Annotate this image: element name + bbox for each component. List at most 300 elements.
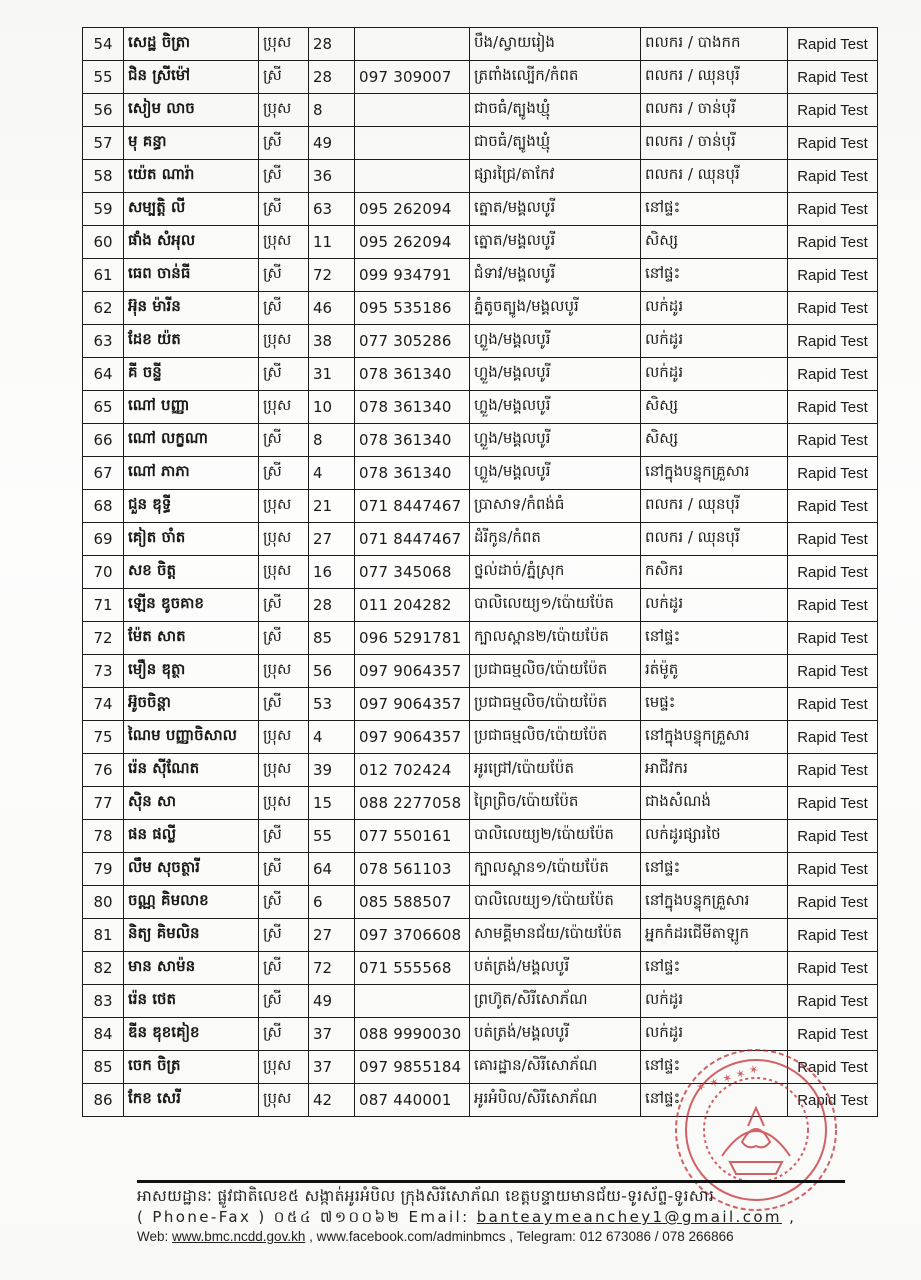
address-cell: ប្រជាធម្មលិច/ប៉ោយប៉ែត (470, 688, 641, 721)
address-cell: ថ្នល់ដាច់/ភ្នំស្រុក (470, 556, 641, 589)
row-number-cell: 64 (83, 358, 124, 391)
sex-cell: ស្រី (259, 589, 309, 622)
row-number-cell: 55 (83, 61, 124, 94)
table-row (83, 523, 878, 556)
test-type-cell: Rapid Test (788, 1018, 878, 1051)
occupation-cell: ពលករ / បាងកក (641, 28, 788, 61)
test-type-cell: Rapid Test (788, 160, 878, 193)
age-cell: 4 (309, 721, 355, 754)
age-cell: 10 (309, 391, 355, 424)
phone-number-cell: 095 262094 (355, 193, 470, 226)
table-row (83, 886, 878, 919)
phone-number-cell: 099 934791 (355, 259, 470, 292)
table-row (83, 655, 878, 688)
age-cell: 49 (309, 127, 355, 160)
phone-number-cell: 077 345068 (355, 556, 470, 589)
test-type-cell: Rapid Test (788, 391, 878, 424)
address-cell: បាលិលេយ្យ១/ប៉ោយប៉ែត (470, 886, 641, 919)
phone-number-cell: 078 361340 (355, 358, 470, 391)
phone-number-cell (355, 28, 470, 61)
age-cell: 53 (309, 688, 355, 721)
test-type-cell: Rapid Test (788, 292, 878, 325)
row-number-cell: 61 (83, 259, 124, 292)
address-cell: អូរជ្រៅ/ប៉ោយប៉ែត (470, 754, 641, 787)
test-type-cell: Rapid Test (788, 259, 878, 292)
age-cell: 27 (309, 523, 355, 556)
age-cell: 28 (309, 589, 355, 622)
address-cell: បឹង/ស្វាយរៀង (470, 28, 641, 61)
sex-cell: ស្រី (259, 952, 309, 985)
table-row (83, 622, 878, 655)
sex-cell: ប្រុស (259, 490, 309, 523)
person-name-cell: ផន ផល្លី (124, 820, 259, 853)
test-type-cell: Rapid Test (788, 589, 878, 622)
footer-phone-fax: ( Phone-Fax ) ០៥៤ ៧១០០៦២ Email: (137, 1208, 477, 1226)
address-cell: ត្នោត/មង្គលបូរី (470, 226, 641, 259)
footer-facebook[interactable]: , www.facebook.com/adminbmcs (305, 1229, 506, 1244)
phone-number-cell: 095 535186 (355, 292, 470, 325)
sex-cell: ស្រី (259, 127, 309, 160)
occupation-cell: នៅផ្ទះ (641, 1051, 788, 1084)
sex-cell: ប្រុស (259, 28, 309, 61)
row-number-cell: 83 (83, 985, 124, 1018)
address-cell: ជំទាវ/មង្គលបូរី (470, 259, 641, 292)
phone-number-cell: 012 702424 (355, 754, 470, 787)
person-name-cell: អ៊ូចចិន្តា (124, 688, 259, 721)
sex-cell: ស្រី (259, 853, 309, 886)
person-name-cell: ចណ្ណ គិមលាខ (124, 886, 259, 919)
person-name-cell: មុ គន្ធា (124, 127, 259, 160)
age-cell: 72 (309, 259, 355, 292)
person-name-cell: សេដ្ឋ ចិត្រា (124, 28, 259, 61)
person-name-cell: មឿន ឌុត្ថា (124, 655, 259, 688)
sex-cell: ប្រុស (259, 391, 309, 424)
table-row (83, 490, 878, 523)
person-name-cell: សម្បត្តិ លី (124, 193, 259, 226)
age-cell: 46 (309, 292, 355, 325)
test-type-cell: Rapid Test (788, 754, 878, 787)
footer-web-label: Web: (137, 1229, 173, 1244)
row-number-cell: 60 (83, 226, 124, 259)
phone-number-cell: 097 309007 (355, 61, 470, 94)
age-cell: 49 (309, 985, 355, 1018)
occupation-cell: នៅផ្ទះ (641, 193, 788, 226)
address-cell: ក្បាលស្ពាន២/ប៉ោយប៉ែត (470, 622, 641, 655)
test-type-cell: Rapid Test (788, 127, 878, 160)
footer-email-link[interactable]: banteaymeanchey1@gmail.com (476, 1208, 782, 1226)
table-row (83, 28, 878, 61)
table-row (83, 226, 878, 259)
footer-web-link[interactable]: www.bmc.ncdd.gov.kh (172, 1229, 306, 1244)
row-number-cell: 77 (83, 787, 124, 820)
table-row (83, 754, 878, 787)
occupation-cell: សិស្ស (641, 424, 788, 457)
address-cell: ហ្លួង/មង្គលបូរី (470, 424, 641, 457)
row-number-cell: 82 (83, 952, 124, 985)
patient-list-table (82, 27, 878, 1117)
footer-address: អាសយដ្ឋានៈ ផ្លូវជាតិលេខ៥ សង្កាត់អូរអំបិល ក្រុងសិរីសោភ័ណ ខេត្តបន្ទាយមានជ័យ-ទូរស័ព្ទ-ទូរសារ (137, 1187, 715, 1205)
occupation-cell: នៅផ្ទះ (641, 1084, 788, 1117)
address-cell: ប្រជាធម្មលិច/ប៉ោយប៉ែត (470, 721, 641, 754)
row-number-cell: 67 (83, 457, 124, 490)
sex-cell: ស្រី (259, 259, 309, 292)
test-type-cell: Rapid Test (788, 556, 878, 589)
test-type-cell: Rapid Test (788, 28, 878, 61)
address-cell: ហ្លួង/មង្គលបូរី (470, 325, 641, 358)
sex-cell: ស្រី (259, 820, 309, 853)
occupation-cell: លក់ដូរ (641, 358, 788, 391)
occupation-cell: មេផ្ទះ (641, 688, 788, 721)
occupation-cell: អាជីវករ (641, 754, 788, 787)
table-row (83, 94, 878, 127)
age-cell: 36 (309, 160, 355, 193)
age-cell: 21 (309, 490, 355, 523)
table-row (83, 985, 878, 1018)
table-row (83, 160, 878, 193)
phone-number-cell: 078 361340 (355, 457, 470, 490)
address-cell: ប្រជាធម្មលិច/ប៉ោយប៉ែត (470, 655, 641, 688)
table-row (83, 424, 878, 457)
person-name-cell: លឹម សុចត្ថារី (124, 853, 259, 886)
sex-cell: ប្រុស (259, 655, 309, 688)
sex-cell: ប្រុស (259, 721, 309, 754)
row-number-cell: 66 (83, 424, 124, 457)
phone-number-cell: 097 9064357 (355, 655, 470, 688)
row-number-cell: 86 (83, 1084, 124, 1117)
address-cell: ជាចធំ/ត្បូងឃ្មុំ (470, 127, 641, 160)
address-cell: ជាចធំ/ត្បូងឃ្មុំ (470, 94, 641, 127)
occupation-cell: ពលករ / ឈុនបុរី (641, 523, 788, 556)
person-name-cell: សខ ចិត្ត (124, 556, 259, 589)
occupation-cell: លក់ដូរ (641, 292, 788, 325)
person-name-cell: អ៊ុន ម៉ារីន (124, 292, 259, 325)
sex-cell: ប្រុស (259, 1051, 309, 1084)
phone-number-cell: 095 262094 (355, 226, 470, 259)
phone-number-cell (355, 94, 470, 127)
age-cell: 27 (309, 919, 355, 952)
test-type-cell: Rapid Test (788, 1051, 878, 1084)
phone-number-cell: 088 9990030 (355, 1018, 470, 1051)
table-row (83, 61, 878, 94)
person-name-cell: កែខ សេរី (124, 1084, 259, 1117)
table-row (83, 259, 878, 292)
address-cell: អូរអំបិល/សិរីសោភ័ណ (470, 1084, 641, 1117)
table-row (83, 391, 878, 424)
occupation-cell: លក់ដូរ (641, 325, 788, 358)
table-row (83, 952, 878, 985)
row-number-cell: 69 (83, 523, 124, 556)
age-cell: 37 (309, 1018, 355, 1051)
phone-number-cell: 071 8447467 (355, 490, 470, 523)
phone-number-cell (355, 985, 470, 1018)
table-row (83, 193, 878, 226)
row-number-cell: 54 (83, 28, 124, 61)
address-cell: ហ្លួង/មង្គលបូរី (470, 457, 641, 490)
test-type-cell: Rapid Test (788, 886, 878, 919)
address-cell: គោរដ្ឋាន/សិរីសោភ័ណ (470, 1051, 641, 1084)
phone-number-cell: 078 561103 (355, 853, 470, 886)
person-name-cell: ណៅ បញ្ញា (124, 391, 259, 424)
table-row (83, 325, 878, 358)
table-row (83, 358, 878, 391)
sex-cell: ស្រី (259, 886, 309, 919)
person-name-cell: និត្យ គិមលិន (124, 919, 259, 952)
footer-email-suffix: , (781, 1208, 797, 1226)
age-cell: 39 (309, 754, 355, 787)
test-type-cell: Rapid Test (788, 424, 878, 457)
person-name-cell: គី ចន្ទី (124, 358, 259, 391)
test-type-cell: Rapid Test (788, 358, 878, 391)
test-type-cell: Rapid Test (788, 853, 878, 886)
address-cell: សាមគ្គីមានជ័យ/ប៉ោយប៉ែត (470, 919, 641, 952)
phone-number-cell: 078 361340 (355, 424, 470, 457)
sex-cell: ស្រី (259, 424, 309, 457)
phone-number-cell: 071 555568 (355, 952, 470, 985)
address-cell: ហ្លួង/មង្គលបូរី (470, 391, 641, 424)
age-cell: 64 (309, 853, 355, 886)
phone-number-cell (355, 127, 470, 160)
test-type-cell: Rapid Test (788, 721, 878, 754)
row-number-cell: 79 (83, 853, 124, 886)
sex-cell: ប្រុស (259, 94, 309, 127)
phone-number-cell: 078 361340 (355, 391, 470, 424)
footer-web-line (137, 1227, 877, 1247)
sex-cell: ស្រី (259, 919, 309, 952)
occupation-cell: នៅផ្ទះ (641, 853, 788, 886)
table-row (83, 457, 878, 490)
table-row (83, 1018, 878, 1051)
address-cell: ព្រហ៊ូត/សិរីសោភ័ណ (470, 985, 641, 1018)
occupation-cell: ពលករ / ឈុនបុរី (641, 160, 788, 193)
occupation-cell: នៅក្នុងបន្ទុកគ្រួសារ (641, 721, 788, 754)
address-cell: បាលិលេយ្យ២/ប៉ោយប៉ែត (470, 820, 641, 853)
row-number-cell: 65 (83, 391, 124, 424)
phone-number-cell: 096 5291781 (355, 622, 470, 655)
age-cell: 11 (309, 226, 355, 259)
phone-number-cell: 097 3706608 (355, 919, 470, 952)
table-row (83, 1084, 878, 1117)
address-cell: បត់ត្រង់/មង្គលបូរី (470, 1018, 641, 1051)
age-cell: 28 (309, 61, 355, 94)
age-cell: 8 (309, 424, 355, 457)
row-number-cell: 63 (83, 325, 124, 358)
sex-cell: ស្រី (259, 193, 309, 226)
occupation-cell: សិស្ស (641, 226, 788, 259)
test-type-cell: Rapid Test (788, 325, 878, 358)
phone-number-cell (355, 160, 470, 193)
phone-number-cell: 011 204282 (355, 589, 470, 622)
occupation-cell: លក់ដូរ (641, 589, 788, 622)
table-row (83, 1051, 878, 1084)
occupation-cell: នៅផ្ទះ (641, 952, 788, 985)
address-cell: ហ្លួង/មង្គលបូរី (470, 358, 641, 391)
address-cell: ត្នោត/មង្គលបូរី (470, 193, 641, 226)
row-number-cell: 74 (83, 688, 124, 721)
person-name-cell: ឡើន ឌូចគាខ (124, 589, 259, 622)
phone-number-cell: 088 2277058 (355, 787, 470, 820)
row-number-cell: 76 (83, 754, 124, 787)
row-number-cell: 84 (83, 1018, 124, 1051)
person-name-cell: ផាំង សំអុល (124, 226, 259, 259)
row-number-cell: 72 (83, 622, 124, 655)
occupation-cell: នៅក្នុងបន្ទុកគ្រួសារ (641, 886, 788, 919)
age-cell: 28 (309, 28, 355, 61)
occupation-cell: នៅផ្ទះ (641, 622, 788, 655)
age-cell: 38 (309, 325, 355, 358)
table-row (83, 688, 878, 721)
phone-number-cell: 097 9064357 (355, 688, 470, 721)
person-name-cell: ម៉ែត សាត (124, 622, 259, 655)
person-name-cell: ឌីន ឌុខគៀខ (124, 1018, 259, 1051)
row-number-cell: 68 (83, 490, 124, 523)
table-row (83, 556, 878, 589)
sex-cell: ស្រី (259, 358, 309, 391)
test-type-cell: Rapid Test (788, 490, 878, 523)
occupation-cell: រត់ម៉ូតូ (641, 655, 788, 688)
table-row (83, 589, 878, 622)
occupation-cell: នៅផ្ទះ (641, 259, 788, 292)
sex-cell: ស្រី (259, 292, 309, 325)
age-cell: 31 (309, 358, 355, 391)
sex-cell: ស្រី (259, 1018, 309, 1051)
row-number-cell: 73 (83, 655, 124, 688)
occupation-cell: សិស្ស (641, 391, 788, 424)
svg-text:✶ ✶ ✶ ✶ ✶: ✶ ✶ ✶ ✶ ✶ (694, 1061, 761, 1096)
row-number-cell: 62 (83, 292, 124, 325)
sex-cell: ប្រុស (259, 1084, 309, 1117)
test-type-cell: Rapid Test (788, 952, 878, 985)
sex-cell: ស្រី (259, 457, 309, 490)
sex-cell: ប្រុស (259, 556, 309, 589)
test-type-cell: Rapid Test (788, 61, 878, 94)
address-cell: ត្រពាំងល្បើក/កំពត (470, 61, 641, 94)
sex-cell: ប្រុស (259, 787, 309, 820)
row-number-cell: 58 (83, 160, 124, 193)
age-cell: 37 (309, 1051, 355, 1084)
person-name-cell: ធេព ចាន់ធី (124, 259, 259, 292)
phone-number-cell: 085 588507 (355, 886, 470, 919)
phone-number-cell: 097 9855184 (355, 1051, 470, 1084)
occupation-cell: នៅក្នុងបន្ទុកគ្រួសារ (641, 457, 788, 490)
age-cell: 6 (309, 886, 355, 919)
person-name-cell: ជិន ស្រីម៉ៅ (124, 61, 259, 94)
table-row (83, 787, 878, 820)
footer-telegram: , Telegram: 012 673086 / 078 266866 (505, 1229, 734, 1244)
occupation-cell: ពលករ / ឈុនបុរី (641, 61, 788, 94)
sex-cell: ប្រុស (259, 754, 309, 787)
row-number-cell: 70 (83, 556, 124, 589)
letterhead-footer (137, 1185, 877, 1247)
age-cell: 63 (309, 193, 355, 226)
row-number-cell: 85 (83, 1051, 124, 1084)
phone-number-cell: 071 8447467 (355, 523, 470, 556)
test-type-cell: Rapid Test (788, 193, 878, 226)
footer-contact-line (137, 1207, 877, 1227)
person-name-cell: ជួន ឌុទ្ធី (124, 490, 259, 523)
address-cell: ក្បាលស្ពាន១/ប៉ោយប៉ែត (470, 853, 641, 886)
test-type-cell: Rapid Test (788, 622, 878, 655)
sex-cell: ប្រុស (259, 523, 309, 556)
sex-cell: ស្រី (259, 160, 309, 193)
test-type-cell: Rapid Test (788, 985, 878, 1018)
table-row (83, 292, 878, 325)
person-name-cell: មាន សាម៉ន (124, 952, 259, 985)
age-cell: 55 (309, 820, 355, 853)
person-name-cell: យ៉េត ណារ៉ា (124, 160, 259, 193)
phone-number-cell: 087 440001 (355, 1084, 470, 1117)
sex-cell: ស្រី (259, 622, 309, 655)
table-row (83, 127, 878, 160)
person-name-cell: រ៉េន ថេត (124, 985, 259, 1018)
phone-number-cell: 077 305286 (355, 325, 470, 358)
age-cell: 15 (309, 787, 355, 820)
test-type-cell: Rapid Test (788, 523, 878, 556)
test-type-cell: Rapid Test (788, 820, 878, 853)
person-name-cell: ស៊ិន សា (124, 787, 259, 820)
table-row (83, 721, 878, 754)
row-number-cell: 57 (83, 127, 124, 160)
person-name-cell: សៀម លាច (124, 94, 259, 127)
person-name-cell: ចេក ចិត្រ (124, 1051, 259, 1084)
age-cell: 85 (309, 622, 355, 655)
row-number-cell: 80 (83, 886, 124, 919)
occupation-cell: លក់ដូរផ្សារថៃ (641, 820, 788, 853)
test-type-cell: Rapid Test (788, 1084, 878, 1117)
address-cell: ប្រាសាទ/កំពង់ធំ (470, 490, 641, 523)
test-type-cell: Rapid Test (788, 655, 878, 688)
sex-cell: ស្រី (259, 61, 309, 94)
sex-cell: ប្រុស (259, 325, 309, 358)
test-type-cell: Rapid Test (788, 919, 878, 952)
address-cell: ព្រៃព្រិច/ប៉ោយប៉ែត (470, 787, 641, 820)
age-cell: 8 (309, 94, 355, 127)
age-cell: 16 (309, 556, 355, 589)
person-name-cell: ណៅ ភាភា (124, 457, 259, 490)
occupation-cell: ជាងសំណង់ (641, 787, 788, 820)
row-number-cell: 56 (83, 94, 124, 127)
person-name-cell: ណៃម បញ្ញាចិសាល (124, 721, 259, 754)
sex-cell: ប្រុស (259, 226, 309, 259)
person-name-cell: ដែខ យ៉ត (124, 325, 259, 358)
test-type-cell: Rapid Test (788, 688, 878, 721)
age-cell: 4 (309, 457, 355, 490)
person-name-cell: គៀត ចាំត (124, 523, 259, 556)
footer-divider (137, 1180, 845, 1183)
occupation-cell: លក់ដូរ (641, 985, 788, 1018)
occupation-cell: អ្នកកំដរជើមីតាឡូក (641, 919, 788, 952)
sex-cell: ស្រី (259, 985, 309, 1018)
table-row (83, 820, 878, 853)
occupation-cell: ពលករ / ចាន់បុរី (641, 94, 788, 127)
row-number-cell: 81 (83, 919, 124, 952)
table-row (83, 853, 878, 886)
test-type-cell: Rapid Test (788, 457, 878, 490)
phone-number-cell: 097 9064357 (355, 721, 470, 754)
person-name-cell: ណៅ លក្ខណា (124, 424, 259, 457)
address-cell: ផ្សារជ្រៃ/តាកែវ (470, 160, 641, 193)
row-number-cell: 59 (83, 193, 124, 226)
sex-cell: ស្រី (259, 688, 309, 721)
age-cell: 72 (309, 952, 355, 985)
age-cell: 56 (309, 655, 355, 688)
address-cell: បត់ត្រង់/មង្គលបូរី (470, 952, 641, 985)
address-cell: ដំរីកូន/កំពត (470, 523, 641, 556)
address-cell: ភ្នំតូចត្បូង/មង្គលបូរី (470, 292, 641, 325)
person-name-cell: រ៉េន ស៊ីណែត (124, 754, 259, 787)
occupation-cell: លក់ដូរ (641, 1018, 788, 1051)
test-type-cell: Rapid Test (788, 94, 878, 127)
occupation-cell: ពលករ / ចាន់បុរី (641, 127, 788, 160)
